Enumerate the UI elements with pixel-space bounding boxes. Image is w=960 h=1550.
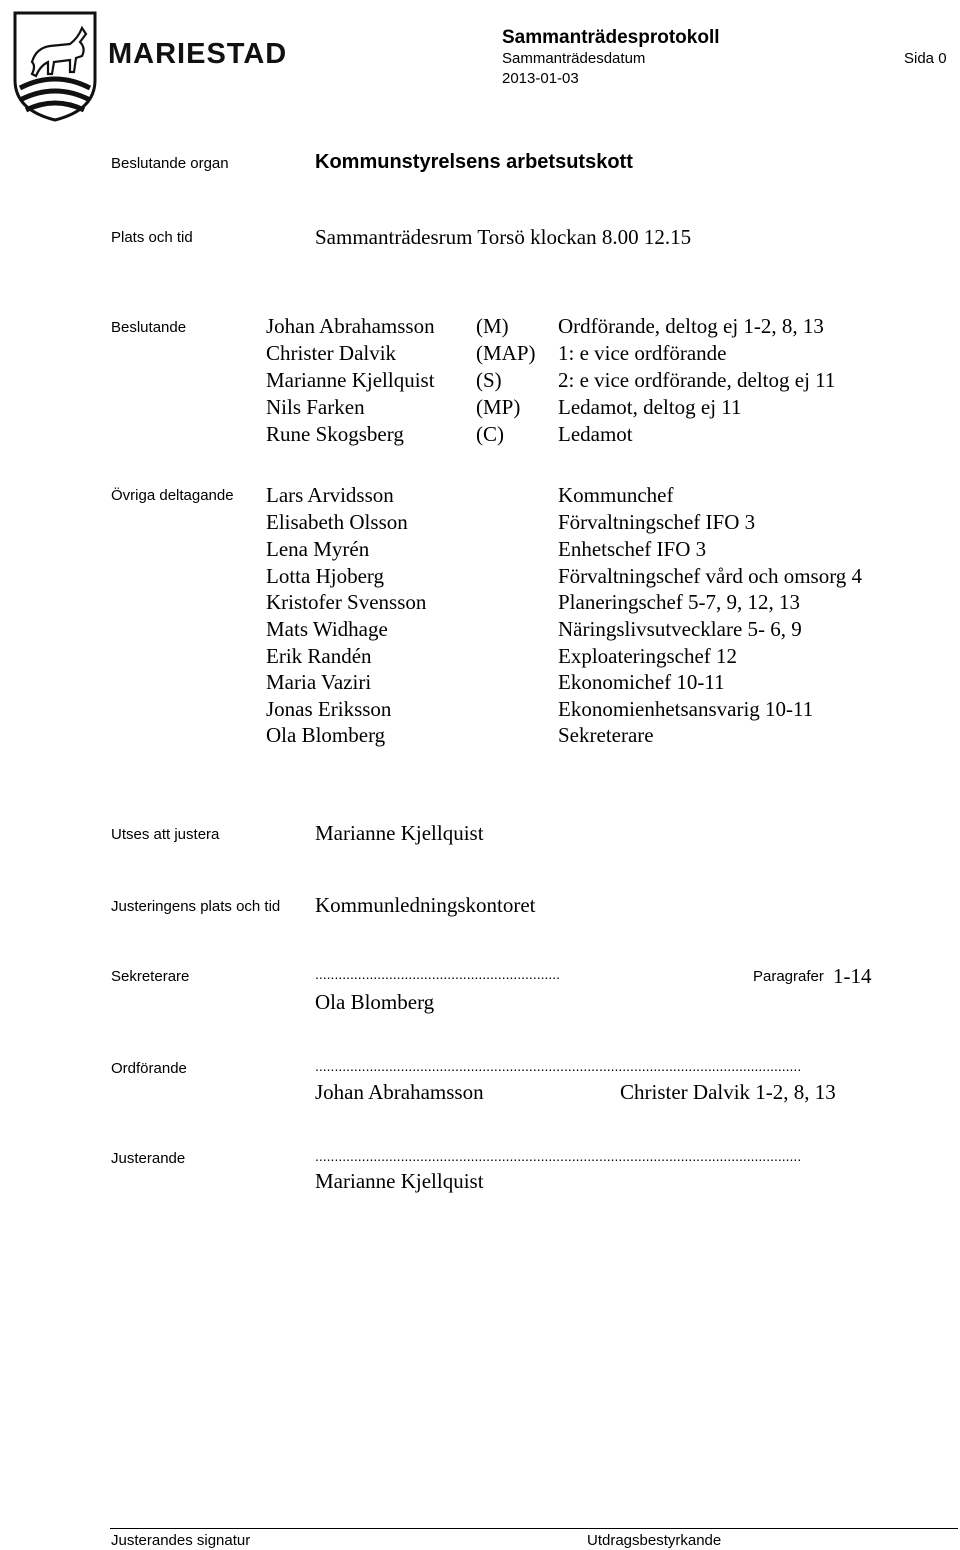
organ-label: Beslutande organ [111, 155, 229, 172]
ordforande-name-alt: Christer Dalvik 1-2, 8, 13 [620, 1080, 836, 1104]
ovriga-name: Maria Vaziri [266, 670, 372, 694]
beslutande-party: (M) [476, 314, 509, 338]
place-label: Plats och tid [111, 229, 193, 246]
document-title: Sammanträdesprotokoll [502, 27, 720, 48]
beslutande-name: Rune Skogsberg [266, 422, 404, 446]
ovriga-name: Jonas Eriksson [266, 697, 392, 721]
utses-label: Utses att justera [111, 826, 220, 843]
footer-certification-label: Utdragsbestyrkande [587, 1532, 722, 1549]
ordforande-name: Johan Abrahamsson [315, 1080, 484, 1104]
paragrafer-value: 1-14 [833, 964, 872, 988]
ovriga-role: Näringslivsutvecklare 5- 6, 9 [558, 617, 802, 641]
beslutande-role: Ordförande, deltog ej 1-2, 8, 13 [558, 314, 824, 338]
beslutande-party: (MP) [476, 395, 521, 419]
ovriga-role: Ekonomienhetsansvarig 10-11 [558, 697, 814, 721]
paragrafer-label: Paragrafer [753, 968, 824, 985]
beslutande-label: Beslutande [111, 319, 187, 336]
ovriga-role: Ekonomichef 10-11 [558, 670, 725, 694]
beslutande-name: Christer Dalvik [266, 341, 397, 365]
coat-of-arms-bull-icon [12, 10, 98, 122]
ovriga-name: Erik Randén [266, 644, 372, 668]
sekreterare-name: Ola Blomberg [315, 990, 435, 1014]
ovriga-role: Förvaltningschef IFO 3 [558, 510, 756, 534]
page-number: Sida 0 [904, 50, 947, 67]
ovriga-role: Planeringschef 5-7, 9, 12, 13 [558, 590, 801, 614]
place-value: Sammanträdesrum Torsö klockan 8.00 12.15 [315, 225, 692, 249]
justerande-label: Justerande [111, 1150, 186, 1167]
beslutande-role: Ledamot, deltog ej 11 [558, 395, 742, 419]
footer-signature-label: Justerandes signatur [111, 1532, 251, 1549]
justering-value: Kommunledningskontoret [315, 893, 536, 917]
beslutande-role: 2: e vice ordförande, deltog ej 11 [558, 368, 836, 392]
ovriga-role: Enhetschef IFO 3 [558, 537, 707, 561]
beslutande-party: (S) [476, 368, 502, 392]
ovriga-name: Lena Myrén [266, 537, 370, 561]
sekreterare-signature-line: ............................................................... [315, 966, 561, 982]
ordforande-signature-line: ............................................................................................................................. [315, 1058, 802, 1074]
ovriga-label: Övriga deltagande [111, 487, 234, 504]
meeting-date: 2013-01-03 [502, 70, 579, 87]
beslutande-name: Marianne Kjellquist [266, 368, 435, 392]
ovriga-role: Exploateringschef 12 [558, 644, 738, 668]
utses-value: Marianne Kjellquist [315, 821, 484, 845]
beslutande-party: (C) [476, 422, 504, 446]
ordforande-label: Ordförande [111, 1060, 187, 1077]
ovriga-name: Lars Arvidsson [266, 483, 394, 507]
ovriga-name: Lotta Hjoberg [266, 564, 385, 588]
ovriga-role: Kommunchef [558, 483, 674, 507]
justerande-signature-line: ............................................................................................................................. [315, 1148, 802, 1164]
ovriga-role: Förvaltningschef vård och omsorg 4 [558, 564, 863, 588]
beslutande-name: Johan Abrahamsson [266, 314, 435, 338]
beslutande-role: 1: e vice ordförande [558, 341, 727, 365]
beslutande-role: Ledamot [558, 422, 633, 446]
beslutande-name: Nils Farken [266, 395, 365, 419]
ovriga-role: Sekreterare [558, 723, 654, 747]
beslutande-party: (MAP) [476, 341, 536, 365]
organ-value: Kommunstyrelsens arbetsutskott [315, 151, 633, 173]
justerande-name: Marianne Kjellquist [315, 1169, 484, 1193]
ovriga-name: Ola Blomberg [266, 723, 386, 747]
ovriga-name: Elisabeth Olsson [266, 510, 408, 534]
sekreterare-label: Sekreterare [111, 968, 190, 985]
ovriga-name: Mats Widhage [266, 617, 388, 641]
justering-label: Justeringens plats och tid [111, 898, 281, 915]
footer-divider [110, 1528, 958, 1529]
ovriga-name: Kristofer Svensson [266, 590, 427, 614]
meeting-date-label: Sammanträdesdatum [502, 50, 646, 67]
logo-wordmark: MARIESTAD [108, 38, 288, 70]
